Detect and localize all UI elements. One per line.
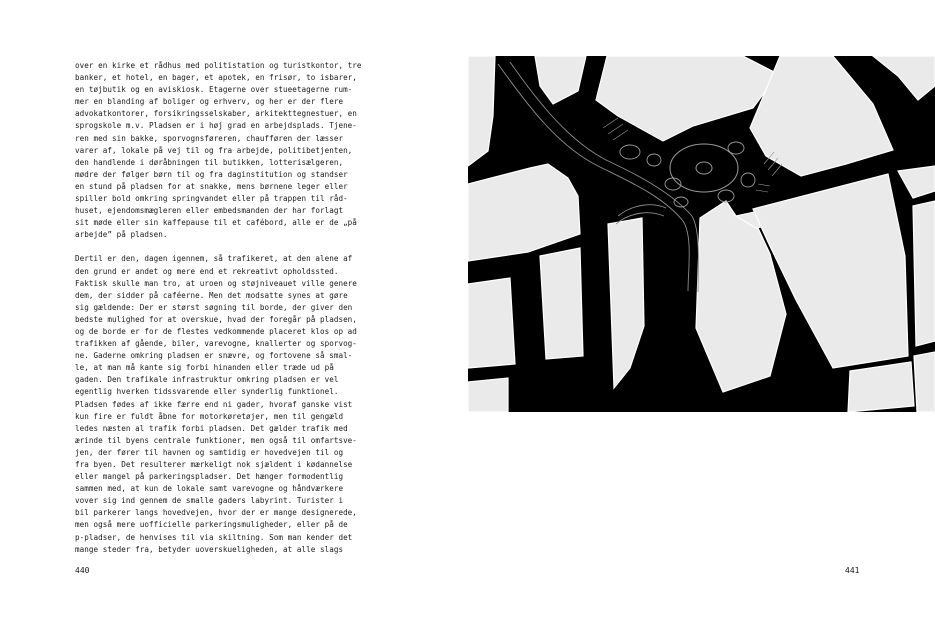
page-number-left: 440 bbox=[75, 566, 90, 575]
text-line: ren med sin bakke, sporvognsføreren, chaufføren der læsser bbox=[75, 133, 344, 143]
text-line: mange steder fra, betyder uoverskueligheden, at alle slags bbox=[75, 544, 344, 554]
text-line: en tøjbutik og en aviskiosk. Etagerne over stueetagerne rum- bbox=[75, 85, 353, 95]
text-line: kun fire er fuldt åbne for motorkøretøjer, men til gengæld bbox=[75, 411, 344, 421]
text-line: Dertil er den, dagen igennem, så trafikeret, at den alene af bbox=[75, 254, 353, 264]
building-block bbox=[468, 378, 508, 412]
text-line: trafikken af gående, biler, varevogne, knallerter og sporvog- bbox=[75, 339, 357, 349]
text-line: Pladsen fødes af ikke færre end ni gader, hvoraf ganske vist bbox=[75, 399, 353, 409]
text-line: dem, der sidder på caféerne. Men det modsatte synes at gøre bbox=[75, 290, 348, 300]
building-block bbox=[848, 362, 914, 412]
square-plan-map bbox=[468, 56, 935, 412]
text-line: sit møde eller sin kaffepause til et cafébord, alle er de „på bbox=[75, 218, 357, 228]
text-line: ærinde til byens centrale funktioner, men også til omfartsve- bbox=[75, 435, 357, 445]
text-line: arbejde” på pladsen. bbox=[75, 230, 168, 240]
text-line: men også mere uofficielle parkeringsmuligheder, eller på de bbox=[75, 520, 348, 530]
paragraph-1 bbox=[75, 60, 393, 241]
text-line: p-pladser, de henvises til via skiltning. Som man kender det bbox=[75, 532, 353, 542]
body-text bbox=[75, 60, 393, 556]
text-line: banker, et hotel, en bager, et apotek, en frisør, to isbarer, bbox=[75, 73, 357, 83]
text-line: varer af, lokale på vej til og fra arbejde, politibetjenten, bbox=[75, 145, 353, 155]
text-line: sig gældende: Der er størst søgning til borde, der giver den bbox=[75, 302, 353, 312]
right-page bbox=[467, 0, 935, 624]
text-line: huset, ejendomsmægleren eller embedsmanden der har forlagt bbox=[75, 206, 344, 216]
text-line: ledes næsten al trafik forbi pladsen. Det gælder trafik med bbox=[75, 423, 348, 433]
text-line: den grund er andet og mere end et rekreativt opholdssted. bbox=[75, 266, 339, 276]
text-line: bedste mulighed for at overskue, hvad der foregår på pladsen, bbox=[75, 314, 357, 324]
text-line: over en kirke et rådhus med politistation og turistkontor, tre bbox=[75, 61, 362, 70]
text-line: Faktisk skulle man tro, at uroen og støjniveauet ville genere bbox=[75, 278, 357, 288]
page-number-right: 441 bbox=[845, 566, 860, 575]
text-line: fra byen. Det resulterer mærkeligt nok sjældent i kødannelse bbox=[75, 460, 353, 469]
text-line: vover sig ind gennem de smalle gaders labyrint. Turister i bbox=[75, 496, 344, 506]
building-block bbox=[468, 278, 515, 368]
text-line: ne. Gaderne omkring pladsen er snævre, og fortovene så smal- bbox=[75, 351, 353, 361]
text-line: jen, der fører til havnen og samtidig er hovedvejen til og bbox=[75, 447, 344, 457]
text-line: advokatkontorer, forsikringsselskaber, arkitekttegnestuer, en bbox=[75, 109, 357, 119]
text-line: eller mangel på parkeringspladser. Det hænger formodentlig bbox=[75, 472, 344, 482]
text-line: den handlende i døråbningen til butikken, lotterisælgeren, bbox=[75, 157, 344, 167]
text-line: en stund på pladsen for at snakke, mens børnene leger eller bbox=[75, 181, 348, 191]
text-line: gaden. Den trafikale infrastruktur omkring pladsen er vel bbox=[75, 375, 339, 385]
text-line: egentlig hverken tidssvarende eller synderlig funktionel. bbox=[75, 387, 339, 397]
text-line: le, at man må kante sig forbi hinanden eller træde ud på bbox=[75, 363, 334, 373]
text-line: spiller bold omkring springvandet eller på trappen til råd- bbox=[75, 194, 348, 204]
paragraph-2 bbox=[75, 253, 393, 555]
building-block bbox=[540, 248, 583, 359]
building-block bbox=[914, 352, 935, 412]
text-line: sprogskole m.v. Pladsen er i høj grad en arbejdsplads. Tjene- bbox=[75, 121, 357, 131]
text-line: mer en blanding af boliger og erhverv, og her er der flere bbox=[75, 97, 344, 107]
text-line: sammen med, at kun de lokale samt varevogne og håndværkere bbox=[75, 484, 344, 494]
text-line: og de borde er for de flestes vedkommende placeret klos op ad bbox=[75, 326, 357, 336]
building-block bbox=[913, 201, 935, 346]
left-page bbox=[0, 0, 467, 624]
text-line: mødre der følger børn til og fra daginstitution og standser bbox=[75, 169, 348, 179]
text-line: bil parkerer langs hovedvejen, hvor der er mange designerede, bbox=[75, 508, 357, 518]
